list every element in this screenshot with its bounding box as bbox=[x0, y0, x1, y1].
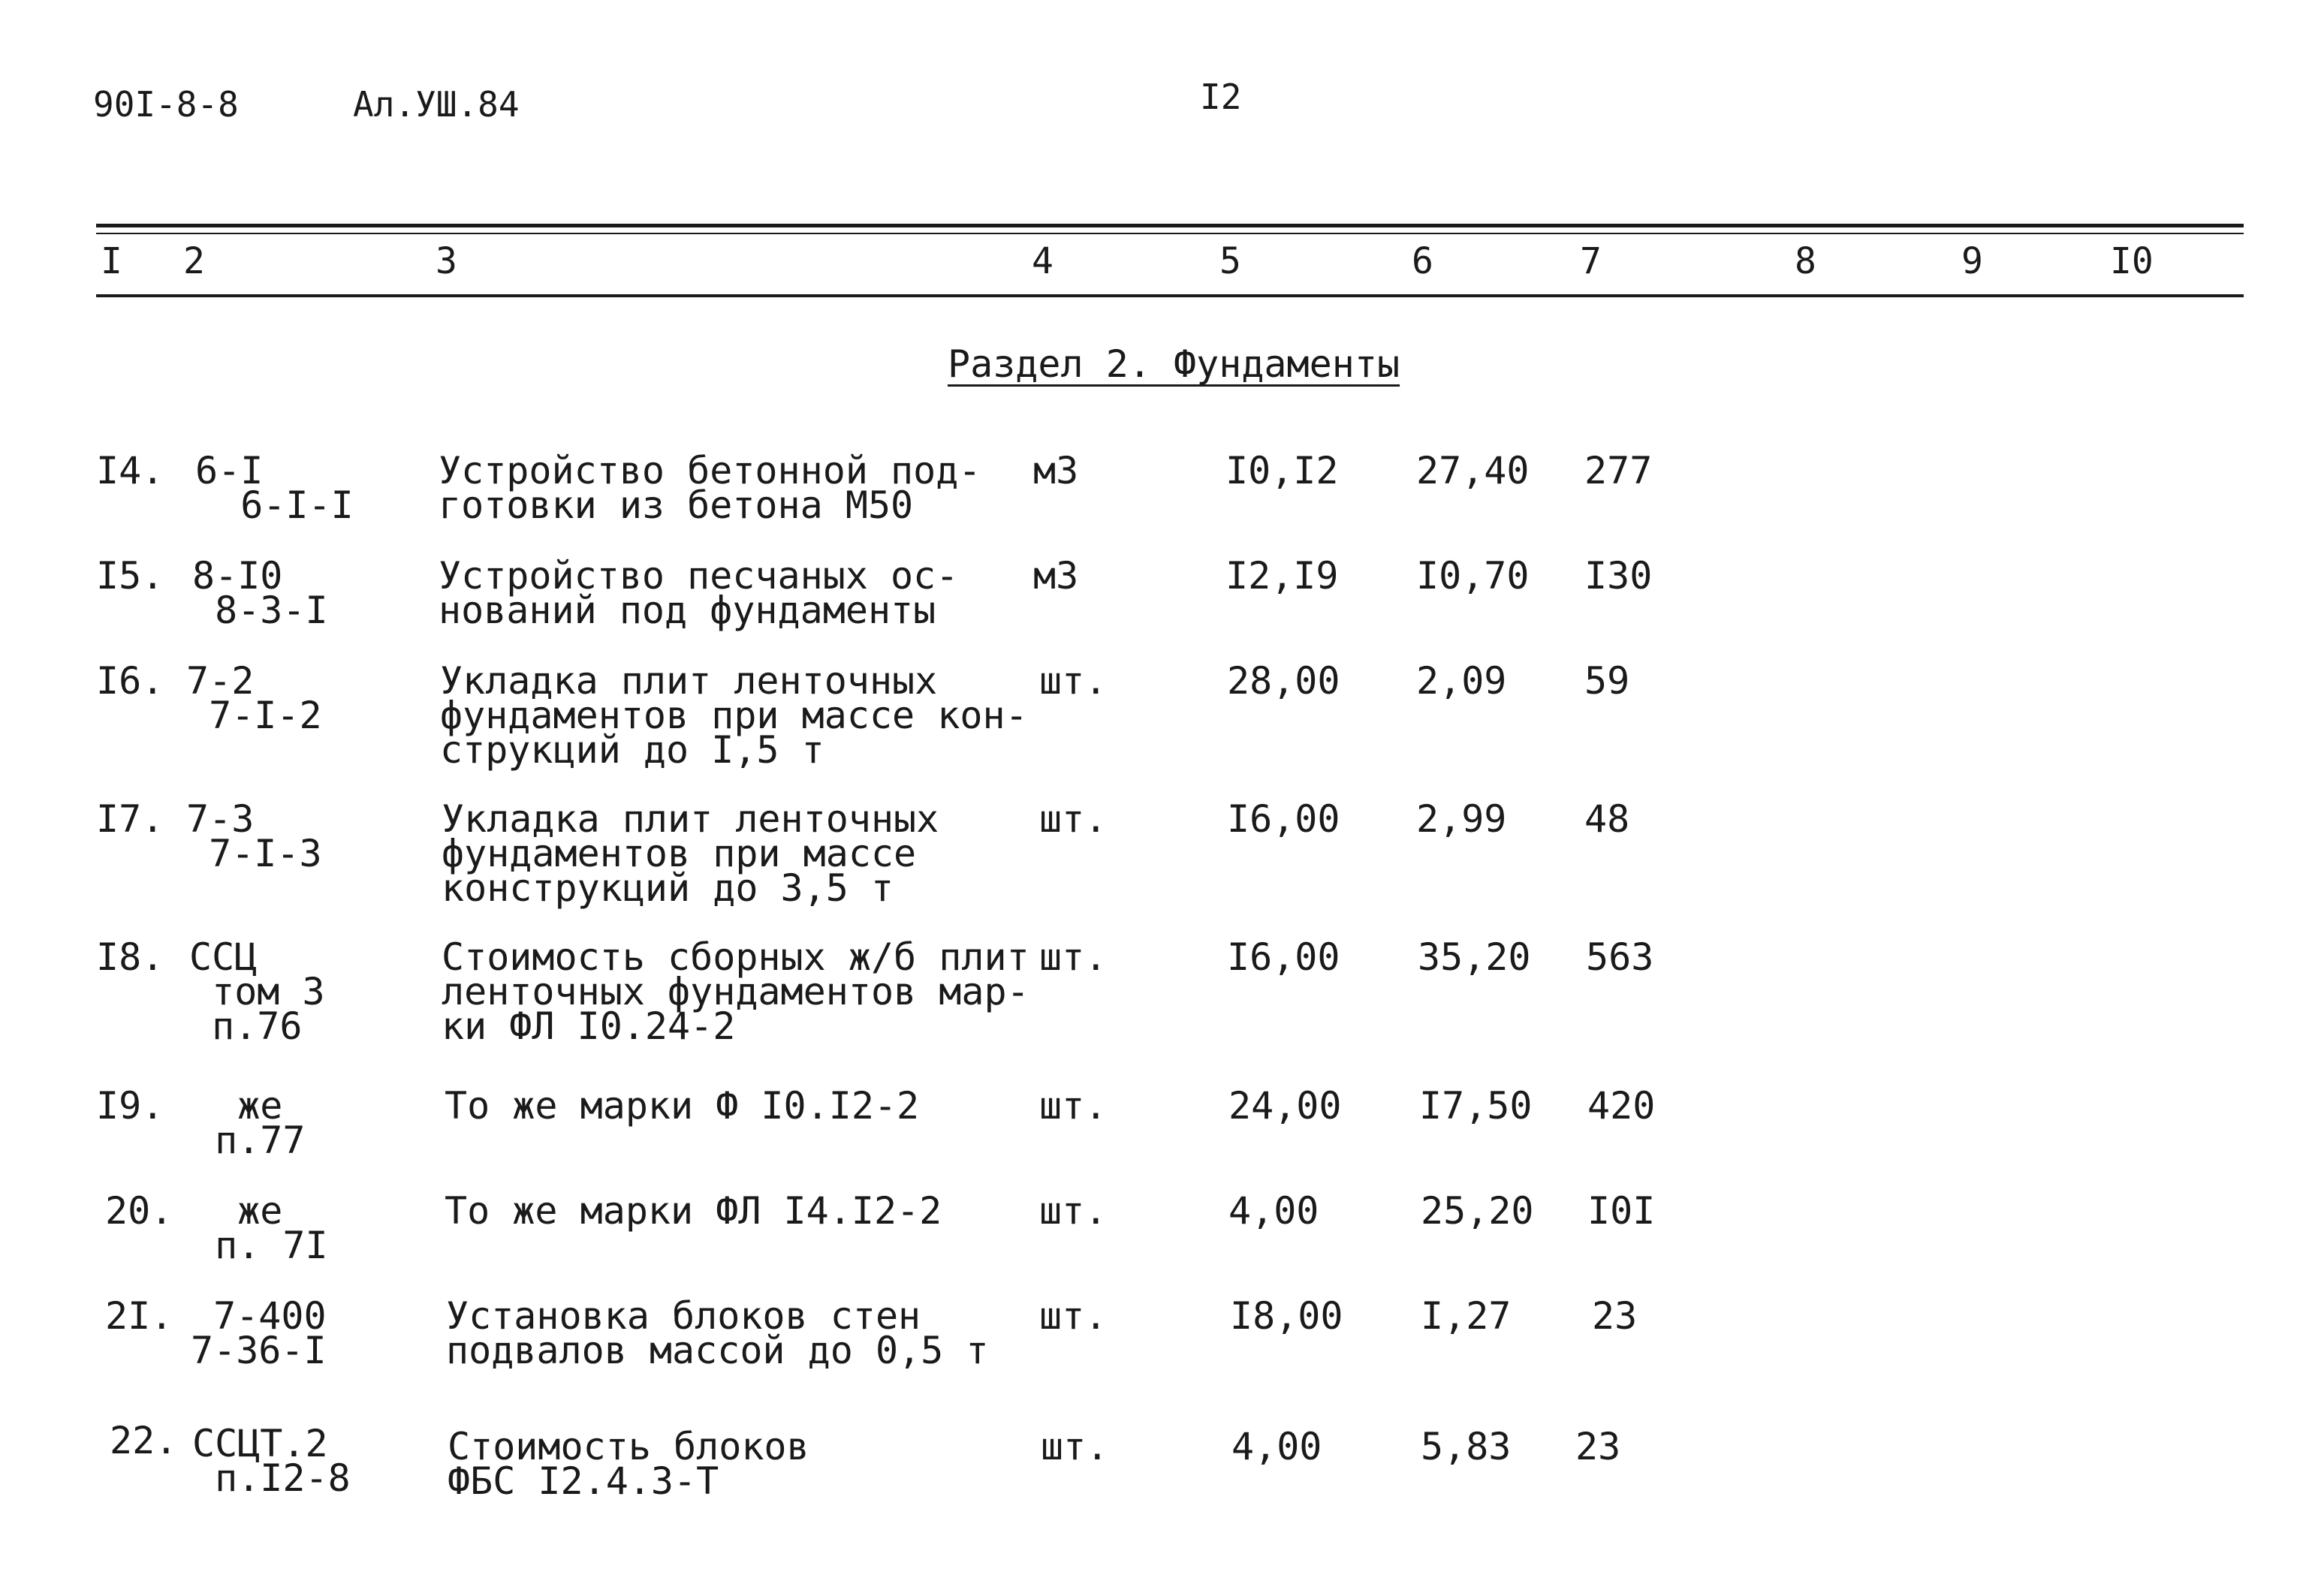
table-top-rule bbox=[96, 224, 2244, 227]
row-unit-cost: 27,40 bbox=[1416, 449, 1530, 492]
row-unit: шт. bbox=[1041, 1425, 1109, 1468]
row-unit-cost: 2,09 bbox=[1416, 659, 1507, 703]
row-code: же п.77 bbox=[215, 1084, 306, 1162]
row-quantity: I0,I2 bbox=[1225, 449, 1339, 492]
row-code: же п. 7I bbox=[215, 1189, 328, 1267]
row-number: I4. bbox=[96, 449, 164, 492]
row-quantity: 4,00 bbox=[1231, 1425, 1322, 1468]
row-total: I0I bbox=[1587, 1189, 1656, 1233]
row-code: 8-I0 8-3-I bbox=[192, 554, 328, 632]
row-number: 22. bbox=[110, 1419, 178, 1462]
column-header-4: 4 bbox=[1032, 240, 1054, 282]
row-total: 277 bbox=[1584, 449, 1653, 492]
row-quantity: I6,00 bbox=[1227, 797, 1340, 841]
row-description: Стоимость блоков ФБС I2.4.3-Т bbox=[448, 1425, 809, 1503]
row-number: I7. bbox=[96, 797, 164, 841]
column-header-10: I0 bbox=[2110, 240, 2154, 282]
page-number: I2 bbox=[1200, 77, 1242, 117]
row-number: 2I. bbox=[105, 1294, 173, 1338]
row-quantity: 24,00 bbox=[1228, 1084, 1342, 1128]
row-description: Установка блоков стен подвалов массой до 0,5 т bbox=[446, 1294, 989, 1372]
row-description: Стоимость сборных ж/б плит ленточных фундаментов мар- ки ФЛ I0.24-2 bbox=[442, 935, 1029, 1048]
row-total: 563 bbox=[1586, 935, 1654, 979]
row-quantity: I6,00 bbox=[1227, 935, 1340, 979]
row-unit: м3 bbox=[1033, 449, 1079, 492]
row-number: I6. bbox=[96, 659, 164, 703]
row-unit: м3 bbox=[1033, 554, 1079, 598]
row-unit-cost: I7,50 bbox=[1419, 1084, 1533, 1128]
row-description: Устройство песчаных ос- нований под фундаменты bbox=[439, 554, 959, 632]
row-number: I5. bbox=[96, 554, 164, 598]
row-total: 23 bbox=[1592, 1294, 1638, 1338]
table-top-rule-thin bbox=[96, 233, 2244, 234]
row-total: 23 bbox=[1575, 1425, 1621, 1468]
row-unit: шт. bbox=[1039, 1189, 1108, 1233]
row-quantity: I2,I9 bbox=[1225, 554, 1339, 598]
row-quantity: I8,00 bbox=[1230, 1294, 1343, 1338]
row-number: I9. bbox=[96, 1084, 164, 1128]
row-quantity: 4,00 bbox=[1228, 1189, 1319, 1233]
column-header-9: 9 bbox=[1961, 240, 1983, 282]
document-code: 90I-8-8 bbox=[93, 84, 239, 125]
column-header-8: 8 bbox=[1795, 240, 1816, 282]
column-header-1: I bbox=[101, 240, 122, 282]
row-unit-cost: 35,20 bbox=[1418, 935, 1531, 979]
row-unit: шт. bbox=[1039, 1084, 1108, 1128]
column-header-3: 3 bbox=[436, 240, 457, 282]
row-code: ССЦ том 3 п.76 bbox=[189, 935, 325, 1048]
row-unit-cost: I,27 bbox=[1421, 1294, 1512, 1338]
row-description: Укладка плит ленточных фундаментов при массе конструкций до 3,5 т bbox=[442, 797, 939, 910]
row-code: 6-I 6-I-I bbox=[195, 449, 354, 527]
column-header-5: 5 bbox=[1219, 240, 1241, 282]
row-unit: шт. bbox=[1039, 797, 1108, 841]
album-code: Ал.УШ.84 bbox=[353, 84, 520, 125]
row-unit-cost: I0,70 bbox=[1416, 554, 1530, 598]
column-header-2: 2 bbox=[183, 240, 205, 282]
row-unit: шт. bbox=[1039, 1294, 1108, 1338]
row-code: 7-400 7-36-I bbox=[191, 1294, 327, 1372]
row-description: То же марки ФЛ I4.I2-2 bbox=[445, 1189, 942, 1233]
row-code: 7-3 7-I-3 bbox=[186, 797, 322, 875]
row-code: 7-2 7-I-2 bbox=[186, 659, 322, 737]
column-header-7: 7 bbox=[1580, 240, 1602, 282]
row-total: 48 bbox=[1584, 797, 1630, 841]
section-title: Раздел 2. Фундаменты bbox=[948, 342, 1400, 386]
table-header-bottom-rule bbox=[96, 294, 2244, 297]
row-unit: шт. bbox=[1039, 935, 1108, 979]
row-description: Укладка плит ленточных фундаментов при массе кон- струкций до I,5 т bbox=[440, 659, 1028, 772]
row-unit-cost: 2,99 bbox=[1416, 797, 1507, 841]
row-code: ССЦТ.2 п.I2-8 bbox=[192, 1422, 351, 1500]
row-description: То же марки Ф I0.I2-2 bbox=[445, 1084, 920, 1128]
row-number: I8. bbox=[96, 935, 164, 979]
row-total: I30 bbox=[1584, 554, 1653, 598]
row-quantity: 28,00 bbox=[1227, 659, 1340, 703]
row-unit-cost: 25,20 bbox=[1421, 1189, 1534, 1233]
row-total: 420 bbox=[1587, 1084, 1656, 1128]
row-unit-cost: 5,83 bbox=[1421, 1425, 1512, 1468]
column-header-6: 6 bbox=[1412, 240, 1433, 282]
row-number: 20. bbox=[105, 1189, 173, 1233]
row-unit: шт. bbox=[1039, 659, 1108, 703]
row-total: 59 bbox=[1584, 659, 1630, 703]
row-description: Устройство бетонной под- готовки из бетона М50 bbox=[439, 449, 981, 527]
